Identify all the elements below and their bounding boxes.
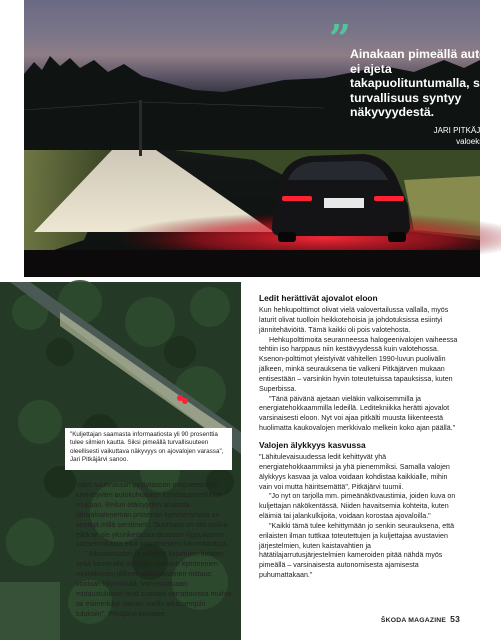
page-footer <box>336 614 460 624</box>
page-number: 53 <box>450 614 460 624</box>
right-text-column <box>259 293 459 581</box>
quote-author-role: valoekspertti <box>456 137 501 146</box>
quote-attribution <box>324 125 501 147</box>
photo-caption: "Kuljettajan saamasta informaatiosta yli 90 prosenttia tulee silmien kautta. Siksi pimeällä turvallisuuteen oleellisesti vaikuttava näkyvyys on ajovalojen varassa", Jari Pitkäjärvi sanoo. <box>65 428 232 470</box>
magazine-name: ŠKODA MAGAZINE <box>380 617 447 624</box>
power-pole <box>139 100 142 156</box>
paragraph: Hehkupolttimoita seuranneessa halogeenivalojen vaiheessa tehtiin iso harppaus niin kestävyydessä kuin valotehossa. Ksenon-polttimot yleistyivät vähitellen 1990-luvun puolivälin jälkeen, minkä seurauksena tie valkeni Pitkäjärven mukaan entisestään – varsinkin hyvin toteutetuissa tapauksissa, kuten Superbissa. <box>259 335 458 393</box>
paragraph: "Lähitulevaisuudessa ledit kehittyvät yhä energiatehokkaammiksi ja yhä pienemmiksi. Samalla valojen älykkyys kasvaa ja valoa voidaan kohdistaa kaikkialle, mihin vain voi mutta häiritsemättä", Pitkäjärvi tuumii. <box>259 452 450 491</box>
paragraph: "Aikuasetusten ja valoista kirjattujen tietojen sekä kameralla otettujen useiden kymmenien muistikuvien jälkeen automaattinen mittaus voidaan käynnistää. Valmistuttuaan mittaustulokset ovat suoraan verrattavissa muihin tai esimerkiksi saman mallin aikaisempiin tuloksiin", Pitkäjärvi kuvailee. <box>76 550 232 618</box>
paragraph: "Tänä päivänä ajetaan vieläkin valkoisemmilla ja energiatehokkaammilla ledeillä. Leditekniikka herätti ajovalot varsinaisesti eloon. Nyt voi ajaa pitkälti muusta liikenteestä huolimatta kaukovalojen merkkivalo melkein koko ajan päällä." <box>259 394 456 433</box>
closing-quote-icon: ” <box>329 16 351 61</box>
paragraph: Valot suunnataan pystytasoon magneettisesti kiinnittyvien autokohtaisten kohdistusmerkkien mukaan. Reilun etäisyyden ansiosta lähivaloaleneman prosentin kymmenysosa on sentejä millä senttimetri. Suuntaus on siis tarkka eikä se ole yksinkertaisuudessaan riippuvainen valotekniikasta eikä valolähteiden lukumäärästä. <box>76 481 228 549</box>
car <box>272 154 410 242</box>
subheading-leds: Ledit herättivät ajovalot eloon <box>259 293 378 303</box>
quote-author-name: JARI PITKÄJÄRVI, <box>433 126 501 135</box>
left-text-column <box>76 481 236 620</box>
subheading-smart-lights: Valojen älykkyys kasvussa <box>259 439 366 450</box>
paragraph: "Kaikki tämä tulee kehittymään jo senkin seurauksena, että erilaisten ilman tuttkaa toteutettujen ja kuljettajaa avustavien järjestelmien, kuten kaistavahtien ja hätätilajarrutusjärjestelmien kameroiden pitää nähdä myös pimeällä – varsinaisesta autonomisesta ajamisesta puhumattakaan." <box>259 521 455 580</box>
hero-photo <box>24 0 501 277</box>
paragraph: "Jo nyt on tarjolla mm. pimeänäkövaustimia, joiden kuva on kuljettajan näkökentässä. Niiden havaitsemia kohteita, kuten eläimiä tai jalankulkijoita, voidaan korostaa ajovaloilla." <box>259 492 456 521</box>
paragraph: Kun hehkupolttimot olivat vielä valovertailussa vallalla, myös laturit olivat tuolloin heikkotehoisia ja johdotuksissa esiintyi jännitehäviöitä. Tämä kaikki oli pois valotehosta. <box>259 306 449 334</box>
pull-quote: Ainakaan pimeällä autoa ei ajeta takapuolituntumalla, sillä turvallisuus syntyy näkyvyydestä. <box>350 47 497 120</box>
